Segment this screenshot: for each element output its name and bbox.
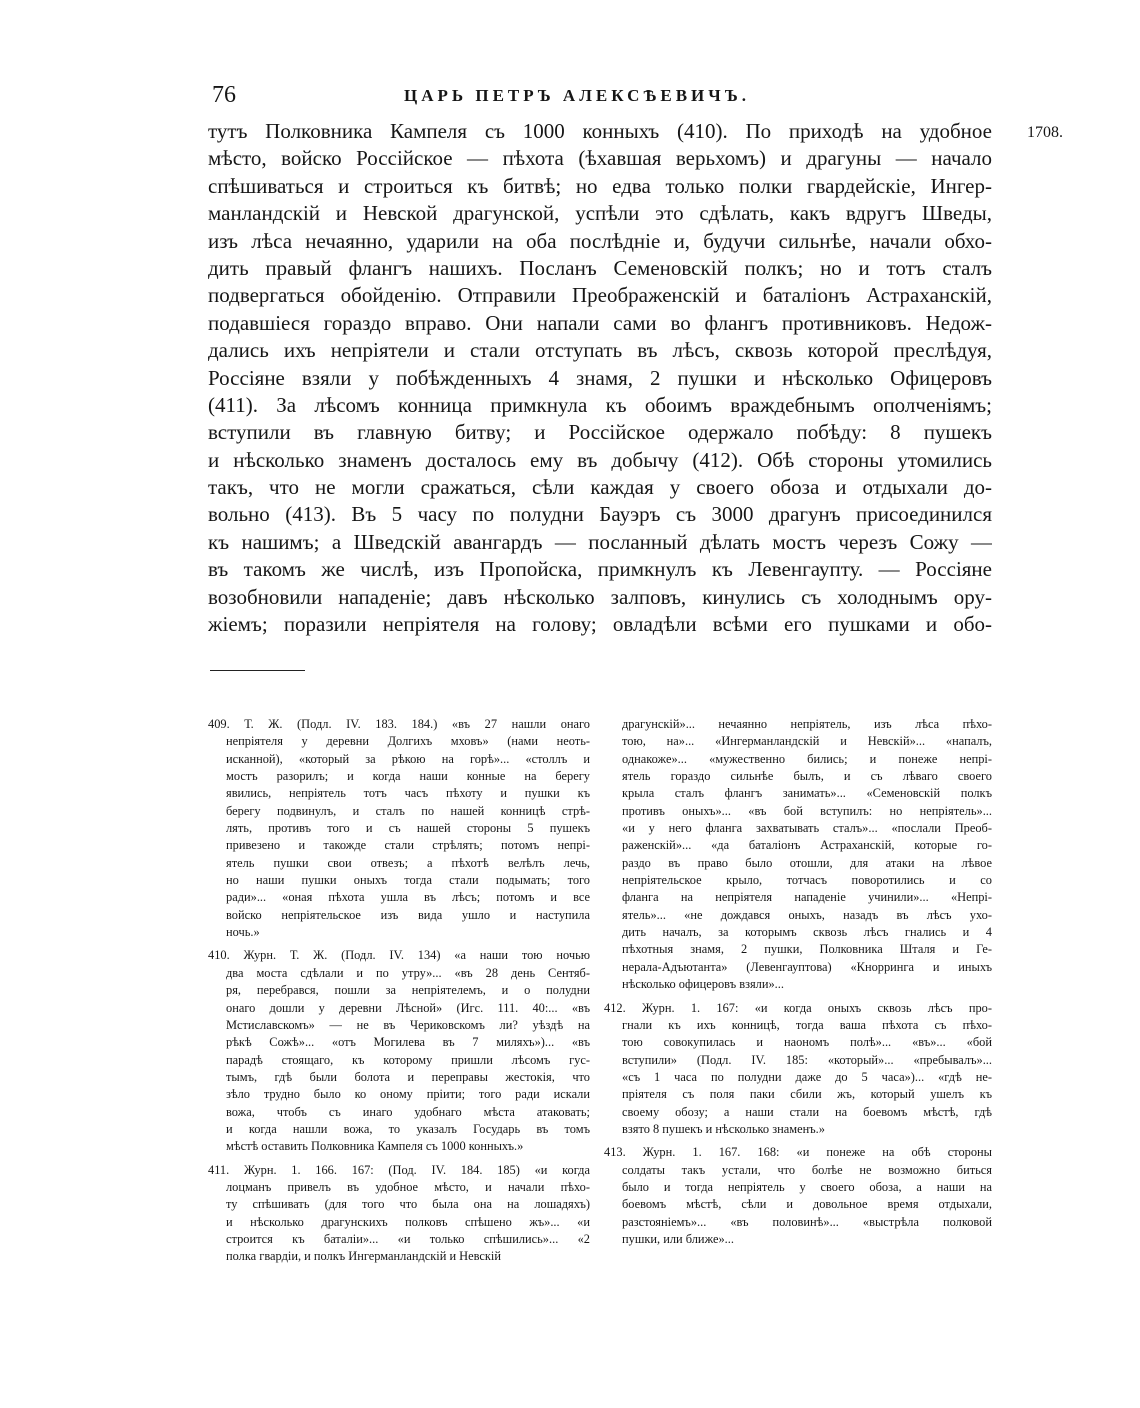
footnotes-left-column — [208, 716, 590, 1272]
footnote — [604, 1144, 992, 1248]
footnote-line: тою совокупилась и наономъ полѣ»... «въ»... «бой — [622, 1035, 992, 1050]
footnote-line: 411. Журн. 1. 166. 167: (Под. IV. 184. 185) «и когда — [208, 1162, 590, 1177]
footnote-line: своему обозу; а наши стали на боевомъ мѣстѣ, гдѣ — [622, 1104, 992, 1119]
footnote-line: 413. Журн. 1. 167. 168: «и понеже на обѣ стороны — [604, 1145, 992, 1160]
footnote-line: лоцманъ привелъ въ удобное мѣсто, и начали пѣхо- — [226, 1179, 590, 1194]
footnote-line: ятель гораздо сильнѣе былъ, и съ лѣваго своего — [622, 769, 992, 784]
main-text-line: изъ лѣса нечаянно, ударили на оба послѣдніе и, будучи сильнѣе, начали обхо- — [208, 228, 992, 253]
footnote-line: крыла сталъ флангъ занимать»... «Семеновскій полкъ — [622, 786, 992, 801]
main-text-line: мѣсто, войско Россійское — пѣхота (ѣхавшая верьхомъ) и драгуны — начало — [208, 146, 992, 171]
main-text-line: къ нашимъ; а Шведскій авангардъ — посланный дѣлать мостъ черезъ Сожу — — [208, 529, 992, 554]
main-text-line: подвергаться обойденію. Отправили Преображенскій и баталіонъ Астраханскій, — [208, 283, 992, 308]
footnote-line: противъ оныхъ»... «въ бой вступилъ: но непріятель»... — [622, 803, 992, 818]
page-number: 76 — [212, 82, 236, 108]
main-text-line: манландскій и Невской драгунской, успѣли это сдѣлать, какъ вдругъ Шведы, — [208, 201, 992, 226]
footnote-rule — [210, 670, 305, 671]
footnote-line: драгунскій»... нечаянно непріятель, изъ лѣса пѣхо- — [622, 717, 992, 731]
footnote-line: два моста сдѣлали и по утру»... «въ 28 день Сентяб- — [226, 965, 590, 980]
footnote-line: явились, непріятель тотъ часъ пѣхоту и пушки къ — [226, 786, 590, 801]
footnote — [604, 716, 992, 994]
footnote-line: тою, на»... «Ингерманландскій и Невскій»... «напалъ, — [622, 734, 992, 749]
footnote-line: ря, перебрався, пошли за непріятелемъ, и о полудни — [226, 983, 590, 998]
footnote-line: 412. Журн. 1. 167: «и когда оныхъ сквозь лѣсъ про- — [604, 1000, 992, 1015]
footnote-line: разстояніемъ»... «въ половинѣ»... «выстрѣла полковой — [622, 1214, 992, 1229]
footnote-line: ночь.» — [226, 925, 260, 940]
footnote-line: «и у него фланга захватывать сталъ»... «послали Преоб- — [622, 821, 992, 836]
footnote-line: фланга на непріятеля нападеніе учинили»... «Непрі- — [622, 890, 992, 905]
footnote-line: строится къ баталіи»... «и только спѣшились»... «2 — [226, 1231, 590, 1246]
main-text-line: жіемъ; поразили непріятеля на голову; овладѣли всѣми его пушками и обо- — [208, 612, 992, 637]
footnote-line: гнали къ ихъ конницѣ, тогда ваша пѣхота съ пѣхо- — [622, 1017, 992, 1032]
footnote-line: раздо въ право было отошли, для атаки на лѣвое — [622, 855, 992, 870]
footnote-line: ту спѣшивать (для того что была она на лошадяхъ) — [226, 1197, 590, 1212]
main-text-line: подавшіеся гораздо вправо. Они напали сами во флангъ противниковъ. Недож- — [208, 310, 992, 335]
footnote-line: зѣло трудно было ко оному пріити; того ради искали — [226, 1087, 590, 1102]
footnote-line: пушки, или ближе»... — [622, 1231, 734, 1246]
footnote-line: Мстиславскомъ» — не въ Чериковскомъ ли? уѣздѣ на — [226, 1017, 590, 1032]
main-text-line: спѣшиваться и строиться къ битвѣ; но едва только полки гвардейскіе, Ингер- — [208, 173, 992, 198]
footnote-line: исканной), «который за рѣкою на горѣ»... «столлъ и — [226, 751, 590, 766]
main-text-line: вступили въ главную битву; и Россійское одержало побѣду: 8 пушекъ — [208, 420, 992, 445]
footnote-line: 410. Журн. Т. Ж. (Подл. IV. 134) «а наши тою ночью — [208, 948, 590, 963]
main-text-line: въ такомъ же числѣ, изъ Пропойска, примкнулъ къ Левенгаупту. — Россіяне — [208, 557, 992, 582]
footnote-line: вожа, чтобъ съ инаго удобнаго мѣста атаковать; — [226, 1104, 590, 1119]
footnote-line: и когда нашли вожа, то указалъ Государь въ томъ — [226, 1121, 590, 1136]
footnote-line: парадѣ стоящаго, къ которому пришли лѣсомъ гус- — [226, 1052, 590, 1067]
footnote — [208, 716, 590, 941]
footnote-line: нерала-Адъютанта» (Левенгауптова) «Кнорринга и иныхъ — [622, 959, 992, 974]
footnote-line: пріятеля съ поля паки сбили жъ, который ушелъ къ — [622, 1087, 992, 1102]
footnote-line: мостъ разорилъ; и когда наши конные на берегу — [226, 769, 590, 784]
footnote-line: лять, противъ того и съ нашей стороны 5 пушекъ — [226, 821, 590, 836]
footnote — [208, 1162, 590, 1266]
footnote-line: взято 8 пушекъ и нѣсколько знаменъ.» — [622, 1121, 825, 1136]
footnote-line: привезено и такожде стали стрѣлять; потомъ непрі- — [226, 838, 590, 853]
footnote-line: 409. Т. Ж. (Подл. IV. 183. 184.) «въ 27 нашли онаго — [208, 717, 590, 731]
footnote-line: полка гвардіи, и полкъ Ингерманландскій и Невскій — [226, 1249, 501, 1264]
footnote-line: непріятельское крыло, тотчасъ поворотились и со — [622, 873, 992, 888]
footnote-line: пѣхотныя знамя, 2 пушки, Полковника Шталя и Ге- — [622, 942, 992, 957]
footnote-line: но наши пушки оныхъ тогда стали подымать; того — [226, 873, 590, 888]
main-text-line: Россіяне взяли у побѣжденныхъ 4 знамя, 2 пушки и нѣсколько Офицеровъ — [208, 365, 992, 390]
footnote-line: непріятеля у деревни Долгихъ мховъ» (нами неоть- — [226, 734, 590, 749]
footnote-line: ятель пушки свои отвезъ; а пѣхотѣ велѣлъ лечь, — [226, 855, 590, 870]
footnote-line: мѣстѣ оставить Полковника Кампеля съ 1000 конныхъ.» — [226, 1139, 524, 1154]
footnote-line: раженскій»... «да баталіонъ Астраханскій, которые го- — [622, 838, 992, 853]
main-text-line: тутъ Полковника Кампеля съ 1000 конныхъ (410). По приходѣ на удобное — [208, 119, 992, 143]
footnote-line: рѣкѣ Сожѣ»... «отъ Могилева въ 7 миляхъ»)... «въ — [226, 1035, 590, 1050]
main-text-line: такъ, что не могли сражаться, сѣли каждая у своего обоза и отдыхали до- — [208, 475, 992, 500]
running-head: ЦАРЬ ПЕТРЪ АЛЕКСѢЕВИЧЪ. — [404, 86, 750, 105]
footnote-line: нѣсколько офицеровъ взяли»... — [622, 977, 784, 992]
footnote-line: ради»... «оная пѣхота ушла въ лѣсъ; потомъ и все — [226, 890, 590, 905]
footnote-line: ятель»... «не дождався оныхъ, назадъ въ лѣсъ ухо- — [622, 907, 992, 922]
footnote — [208, 947, 590, 1155]
main-text-line: и нѣсколько знаменъ досталось ему въ добычу (412). Обѣ стороны утомились — [208, 447, 992, 472]
footnote-line: вступили» (Подл. IV. 185: «который»... «пребывалъ»... — [622, 1052, 992, 1067]
margin-year: 1708. — [1027, 124, 1063, 141]
footnote-line: онаго дошли у деревни Лѣсной» (Игс. 111. 40:... «въ — [226, 1000, 590, 1015]
footnote-line: «съ 1 часа по полудни даже до 5 часа»)... «гдѣ не- — [622, 1069, 992, 1084]
footnote-line: боевомъ мѣстѣ, сѣли и довольное время отдыхали, — [622, 1197, 992, 1212]
main-text — [208, 118, 992, 638]
footnote-line: солдаты такъ устали, что болѣе не возможно биться — [622, 1162, 992, 1177]
footnote-line: дить началъ, за которымъ сквозь лѣсъ гнались и 4 — [622, 925, 992, 940]
footnotes-right-column — [604, 716, 992, 1254]
footnote-line: однакоже»... «мужественно бились; и понеже непрі- — [622, 751, 992, 766]
main-text-line: дить правый флангъ нашихъ. Посланъ Семеновскій полкъ; но и тотъ сталъ — [208, 255, 992, 280]
main-text-line: дались ихъ непріятели и стали отступать въ лѣсъ, сквозь которой преслѣдуя, — [208, 338, 992, 363]
footnote-line: берегу подвинулъ, и сталъ по нашей конницѣ стрѣ- — [226, 803, 590, 818]
main-text-line: (411). За лѣсомъ конница примкнула къ обоимъ враждебнымъ ополченіямъ; — [208, 392, 992, 417]
main-text-line: возобновили нападеніе; давъ нѣсколько залповъ, кинулись съ холоднымъ ору- — [208, 584, 992, 609]
footnote-line: тымъ, гдѣ были болота и переправы жестокія, что — [226, 1069, 590, 1084]
footnote-line: войско непріятельское изъ вида ушло и наступила — [226, 907, 590, 922]
main-text-line: вольно (413). Въ 5 часу по полудни Бауэръ съ 3000 драгунъ присоединился — [208, 502, 992, 527]
footnote-line: и нѣсколько драгунскихъ полковъ спѣшено жъ»... «и — [226, 1214, 590, 1229]
footnote — [604, 1000, 992, 1139]
footnote-line: было и тогда непріятель у своего обоза, а наши на — [622, 1179, 992, 1194]
